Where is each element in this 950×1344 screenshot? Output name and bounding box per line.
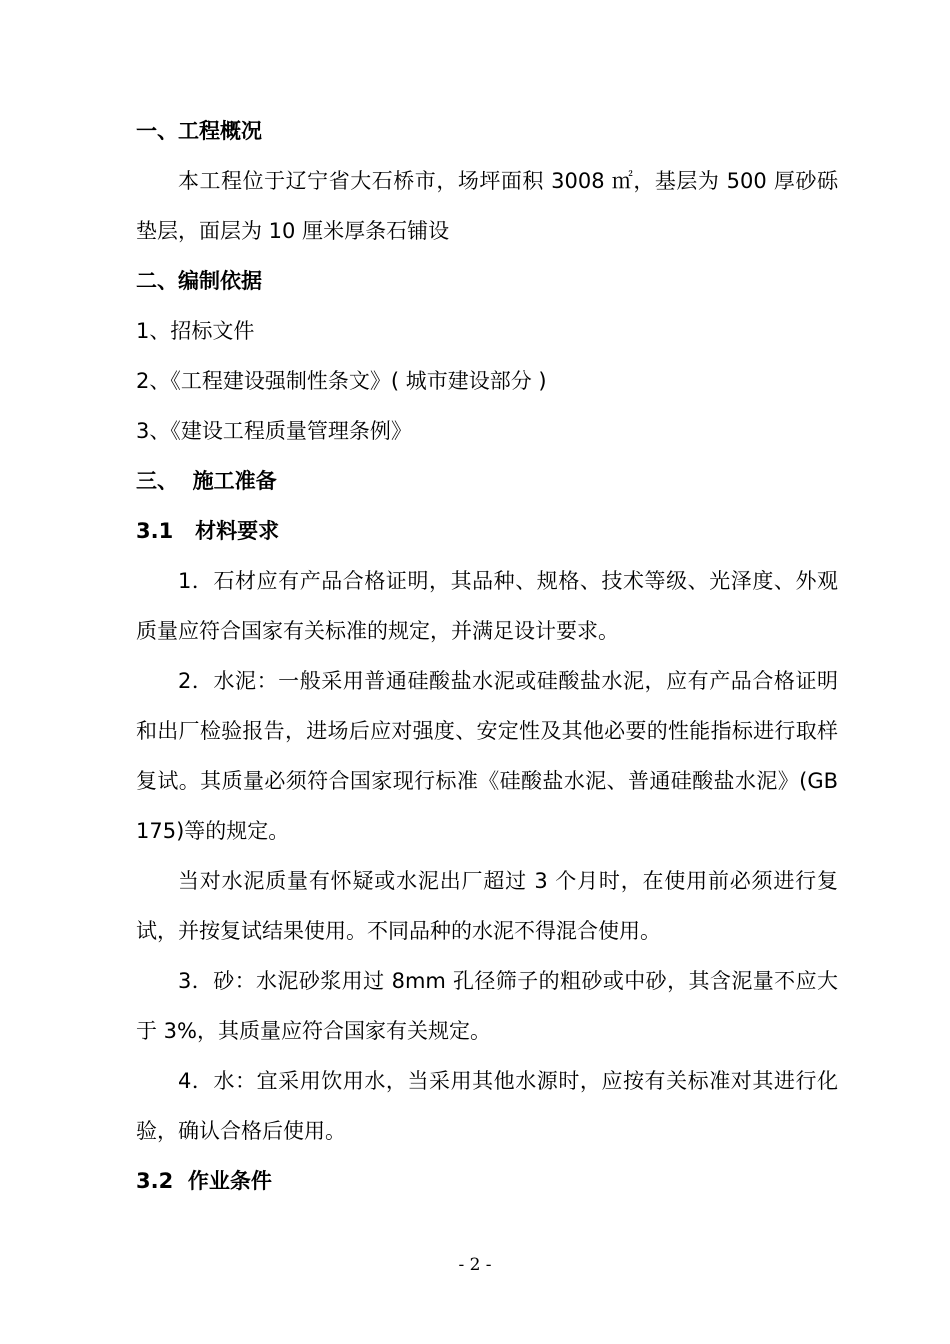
- document-body: [136, 106, 838, 1206]
- overview-paragraph: 本工程位于辽宁省大石桥市，场坪面积 3008 ㎡，基层为 500 厚砂砾垫层，面层为 10 厘米厚条石铺设: [136, 169, 838, 243]
- basis-item-1: 1、招标文件: [136, 319, 255, 343]
- materials-paragraph-water: 4．水：宜采用饮用水，当采用其他水源时，应按有关标准对其进行化验，确认合格后使用。: [136, 1069, 838, 1143]
- basis-item-2: 2、《工程建设强制性条文》( 城市建设部分 ): [136, 369, 547, 393]
- section-heading-preparation: 三、 施工准备: [136, 469, 277, 493]
- materials-paragraph-cement: 2．水泥：一般采用普通硅酸盐水泥或硅酸盐水泥，应有产品合格证明和出厂检验报告，进场后应对强度、安定性及其他必要的性能指标进行取样复试。其质量必须符合国家现行标准《硅酸盐水泥、普通硅酸盐水泥》(GB 175)等的规定。: [136, 669, 838, 843]
- subsection-heading-conditions: 3.2 作业条件: [136, 1169, 272, 1193]
- materials-paragraph-sand: 3．砂：水泥砂浆用过 8mm 孔径筛子的粗砂或中砂，其含泥量不应大于 3%，其质量应符合国家有关规定。: [136, 969, 838, 1043]
- materials-paragraph-cement-retest: 当对水泥质量有怀疑或水泥出厂超过 3 个月时，在使用前必须进行复试，并按复试结果使用。不同品种的水泥不得混合使用。: [136, 869, 838, 943]
- page-number: - 2 -: [458, 1255, 492, 1275]
- basis-item-3: 3、《建设工程质量管理条例》: [136, 419, 412, 443]
- section-heading-basis: 二、编制依据: [136, 269, 262, 293]
- subsection-heading-materials: 3.1 材料要求: [136, 519, 280, 543]
- section-heading-overview: 一、工程概况: [136, 119, 262, 143]
- materials-paragraph-stone: 1．石材应有产品合格证明，其品种、规格、技术等级、光泽度、外观质量应符合国家有关标准的规定，并满足设计要求。: [136, 569, 838, 643]
